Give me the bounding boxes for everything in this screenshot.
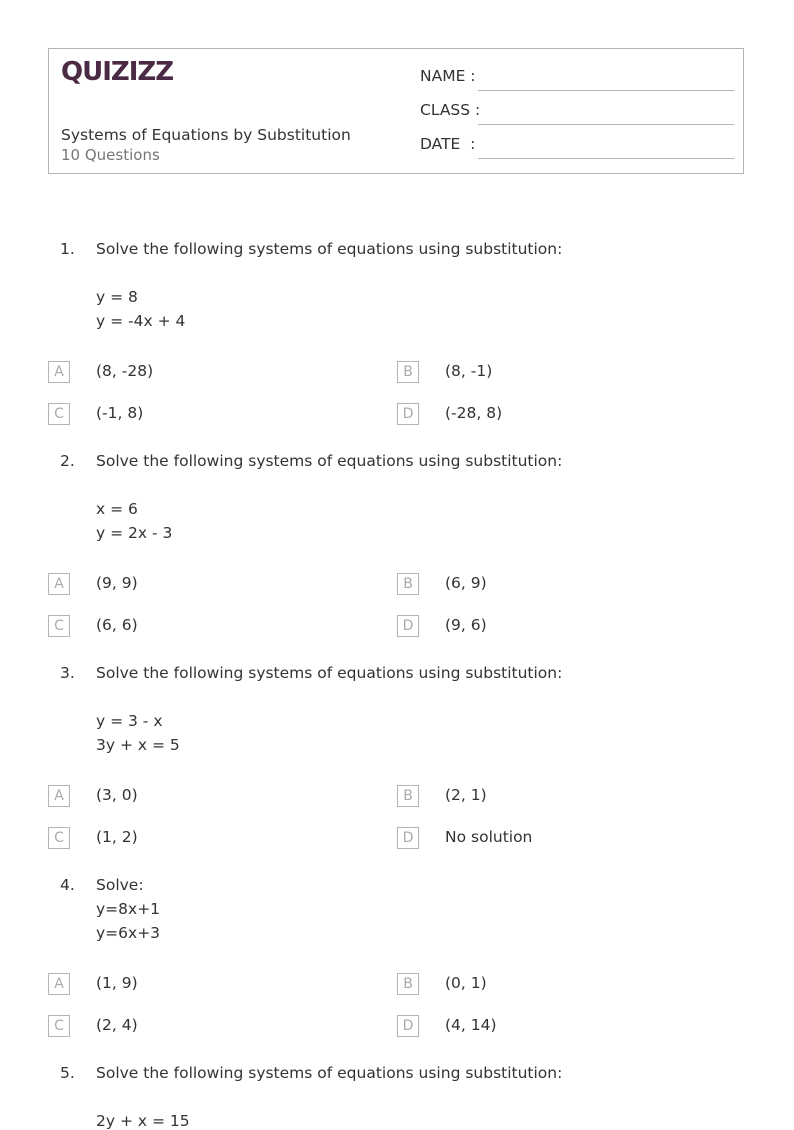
option-c-text[interactable]: (-1, 8) xyxy=(96,404,144,422)
equation-line: y = 2x - 3 xyxy=(96,524,173,542)
name-field[interactable] xyxy=(420,67,734,91)
name-line[interactable] xyxy=(478,90,734,91)
question-number: 4. xyxy=(60,876,75,894)
option-b-text[interactable]: (8, -1) xyxy=(445,362,493,380)
question-count: 10 Questions xyxy=(61,146,160,164)
option-a-box[interactable]: A xyxy=(48,973,70,995)
option-d-text[interactable]: (4, 14) xyxy=(445,1016,497,1034)
class-line[interactable] xyxy=(478,124,734,125)
option-a-text[interactable]: (9, 9) xyxy=(96,574,138,592)
option-b-box[interactable]: B xyxy=(397,973,419,995)
option-b-box[interactable]: B xyxy=(397,361,419,383)
question-text: Solve the following systems of equations using substitution: xyxy=(96,452,563,470)
option-a-box[interactable]: A xyxy=(48,785,70,807)
option-b-text[interactable]: (2, 1) xyxy=(445,786,487,804)
quizizz-logo: QUIZIZZ xyxy=(61,57,174,87)
option-c-text[interactable]: (6, 6) xyxy=(96,616,138,634)
option-a-text[interactable]: (3, 0) xyxy=(96,786,138,804)
option-b-box[interactable]: B xyxy=(397,785,419,807)
option-a-text[interactable]: (8, -28) xyxy=(96,362,154,380)
option-d-text[interactable]: (-28, 8) xyxy=(445,404,503,422)
option-c-box[interactable]: C xyxy=(48,827,70,849)
option-d-text[interactable]: No solution xyxy=(445,828,533,846)
question-text: Solve the following systems of equations using substitution: xyxy=(96,240,563,258)
equation-line: 3y + x = 5 xyxy=(96,736,180,754)
date-label: DATE : xyxy=(420,135,476,153)
question-text: Solve the following systems of equations using substitution: xyxy=(96,1064,563,1082)
equation-line: y=8x+1 xyxy=(96,900,161,918)
option-a-box[interactable]: A xyxy=(48,361,70,383)
equation-line: y = 8 xyxy=(96,288,138,306)
question-number: 3. xyxy=(60,664,75,682)
option-c-box[interactable]: C xyxy=(48,1015,70,1037)
option-b-text[interactable]: (6, 9) xyxy=(445,574,487,592)
equation-line: y = 3 - x xyxy=(96,712,163,730)
equation-line: y = -4x + 4 xyxy=(96,312,186,330)
option-d-box[interactable]: D xyxy=(397,827,419,849)
date-line[interactable] xyxy=(478,158,734,159)
equation-line: 2y + x = 15 xyxy=(96,1112,190,1130)
option-c-text[interactable]: (1, 2) xyxy=(96,828,138,846)
option-a-text[interactable]: (1, 9) xyxy=(96,974,138,992)
worksheet-title: Systems of Equations by Substitution xyxy=(61,126,351,144)
date-field[interactable] xyxy=(420,135,734,159)
question-number: 2. xyxy=(60,452,75,470)
worksheet-header xyxy=(48,48,744,174)
question-number: 1. xyxy=(60,240,75,258)
class-label: CLASS : xyxy=(420,101,481,119)
question-text: Solve: xyxy=(96,876,144,894)
option-c-text[interactable]: (2, 4) xyxy=(96,1016,138,1034)
equation-line: y=6x+3 xyxy=(96,924,161,942)
option-c-box[interactable]: C xyxy=(48,615,70,637)
name-label: NAME : xyxy=(420,67,476,85)
option-d-text[interactable]: (9, 6) xyxy=(445,616,487,634)
option-d-box[interactable]: D xyxy=(397,615,419,637)
option-d-box[interactable]: D xyxy=(397,1015,419,1037)
option-d-box[interactable]: D xyxy=(397,403,419,425)
option-c-box[interactable]: C xyxy=(48,403,70,425)
option-b-text[interactable]: (0, 1) xyxy=(445,974,487,992)
question-number: 5. xyxy=(60,1064,75,1082)
class-field[interactable] xyxy=(420,101,734,125)
option-b-box[interactable]: B xyxy=(397,573,419,595)
question-text: Solve the following systems of equations using substitution: xyxy=(96,664,563,682)
option-a-box[interactable]: A xyxy=(48,573,70,595)
equation-line: x = 6 xyxy=(96,500,138,518)
